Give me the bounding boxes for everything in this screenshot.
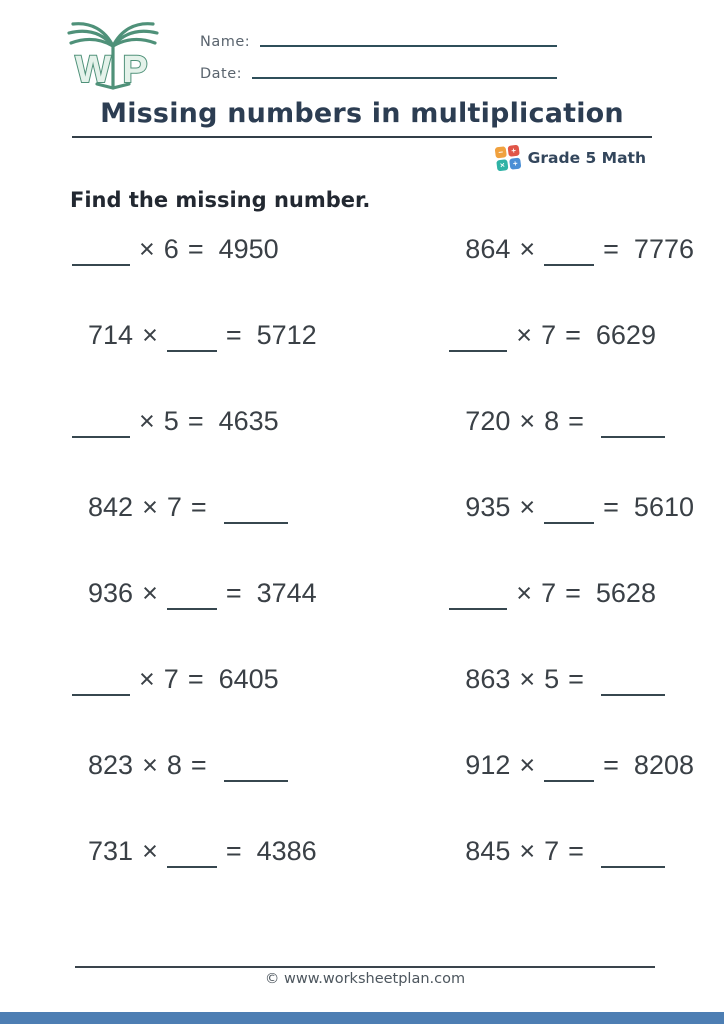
equals-sign: = bbox=[568, 664, 584, 694]
answer-blank[interactable] bbox=[544, 504, 594, 524]
grade-badge-label: Grade 5 Math bbox=[527, 149, 646, 167]
date-label: Date: bbox=[200, 66, 243, 82]
problem-row bbox=[72, 492, 365, 526]
answer-blank[interactable] bbox=[544, 762, 594, 782]
answer-blank[interactable] bbox=[449, 332, 507, 352]
name-label: Name: bbox=[200, 34, 251, 50]
operand: 7 bbox=[544, 836, 560, 866]
product: 6405 bbox=[218, 664, 279, 694]
equals-sign: = bbox=[225, 836, 242, 866]
times-sign: × bbox=[519, 664, 536, 694]
date-field-row bbox=[200, 58, 557, 82]
problem-row bbox=[449, 492, 694, 526]
problem-row bbox=[72, 750, 365, 784]
problem-row bbox=[72, 664, 365, 698]
logo-letter-w: W bbox=[75, 49, 111, 91]
product: 5628 bbox=[595, 578, 656, 608]
product: 7776 bbox=[633, 234, 694, 264]
product: 5610 bbox=[633, 492, 694, 522]
times-sign: × bbox=[519, 406, 536, 436]
equals-sign: = bbox=[565, 320, 581, 350]
date-input-line[interactable] bbox=[252, 77, 557, 79]
times-sign: × bbox=[139, 664, 155, 694]
plus-tile-icon: + bbox=[509, 158, 521, 170]
times-sign: × bbox=[142, 836, 158, 866]
answer-blank[interactable] bbox=[601, 848, 665, 868]
operand: 845 bbox=[465, 836, 511, 866]
operand: 935 bbox=[465, 492, 511, 522]
problem-row bbox=[72, 234, 365, 268]
product: 8208 bbox=[633, 750, 694, 780]
operand: 7 bbox=[163, 664, 179, 694]
problems-left-column bbox=[72, 234, 365, 922]
times-sign: × bbox=[142, 320, 158, 350]
equals-sign: = bbox=[190, 492, 207, 522]
worksheet-header bbox=[0, 0, 724, 96]
operand: 5 bbox=[544, 664, 560, 694]
times-tile-icon: × bbox=[496, 159, 508, 171]
problem-row bbox=[449, 750, 694, 784]
problems-right-column bbox=[365, 234, 694, 922]
problem-row bbox=[72, 320, 365, 354]
times-sign: × bbox=[516, 578, 533, 608]
problem-row bbox=[72, 406, 365, 440]
answer-blank[interactable] bbox=[167, 332, 217, 352]
problems-grid bbox=[0, 212, 724, 922]
problem-row bbox=[72, 578, 365, 612]
product: 3744 bbox=[256, 578, 317, 608]
grade-badge bbox=[0, 138, 724, 170]
operand: 8 bbox=[544, 406, 560, 436]
operand: 7 bbox=[166, 492, 182, 522]
product: 6629 bbox=[595, 320, 656, 350]
operand: 7 bbox=[541, 320, 557, 350]
equals-sign: = bbox=[603, 492, 619, 522]
answer-blank[interactable] bbox=[224, 504, 288, 524]
equals-sign: = bbox=[565, 578, 581, 608]
operand: 7 bbox=[541, 578, 557, 608]
minus-tile-icon: − bbox=[494, 146, 506, 158]
operand: 863 bbox=[465, 664, 511, 694]
answer-blank[interactable] bbox=[167, 848, 217, 868]
page-footer bbox=[75, 966, 655, 987]
answer-blank[interactable] bbox=[167, 590, 217, 610]
plus-tile-icon: + bbox=[507, 145, 519, 157]
times-sign: × bbox=[519, 492, 536, 522]
name-field-row bbox=[200, 26, 557, 50]
times-sign: × bbox=[516, 320, 533, 350]
equals-sign: = bbox=[568, 836, 584, 866]
times-sign: × bbox=[519, 234, 536, 264]
product: 4386 bbox=[256, 836, 317, 866]
times-sign: × bbox=[142, 492, 158, 522]
operand: 8 bbox=[166, 750, 182, 780]
answer-blank[interactable] bbox=[72, 418, 130, 438]
operand: 731 bbox=[88, 836, 134, 866]
answer-blank[interactable] bbox=[601, 418, 665, 438]
answer-blank[interactable] bbox=[224, 762, 288, 782]
copyright-text: © www.worksheetplan.com bbox=[264, 971, 466, 987]
times-sign: × bbox=[142, 578, 158, 608]
equals-sign: = bbox=[568, 406, 584, 436]
times-sign: × bbox=[139, 234, 155, 264]
equals-sign: = bbox=[225, 578, 242, 608]
product: 4950 bbox=[218, 234, 279, 264]
answer-blank[interactable] bbox=[544, 246, 594, 266]
operand: 720 bbox=[465, 406, 511, 436]
times-sign: × bbox=[519, 750, 536, 780]
equals-sign: = bbox=[190, 750, 207, 780]
bottom-accent-bar bbox=[0, 1012, 724, 1024]
operand: 714 bbox=[88, 320, 134, 350]
problem-row bbox=[449, 836, 694, 870]
operand: 6 bbox=[163, 234, 179, 264]
times-sign: × bbox=[139, 406, 155, 436]
product: 5712 bbox=[256, 320, 317, 350]
equals-sign: = bbox=[225, 320, 242, 350]
worksheetplan-logo bbox=[60, 12, 168, 103]
operand: 912 bbox=[465, 750, 511, 780]
open-book-logo-icon bbox=[60, 12, 168, 98]
problem-row bbox=[449, 406, 694, 440]
name-input-line[interactable] bbox=[260, 45, 557, 47]
answer-blank[interactable] bbox=[601, 676, 665, 696]
problem-row bbox=[449, 234, 694, 268]
operand: 5 bbox=[163, 406, 179, 436]
equals-sign: = bbox=[603, 750, 619, 780]
operand: 936 bbox=[88, 578, 134, 608]
logo-letter-p: P bbox=[122, 49, 148, 91]
math-blocks-icon bbox=[494, 145, 521, 172]
answer-blank[interactable] bbox=[72, 676, 130, 696]
answer-blank[interactable] bbox=[72, 246, 130, 266]
operand: 864 bbox=[465, 234, 511, 264]
problem-row bbox=[449, 578, 694, 612]
student-fields bbox=[200, 26, 557, 90]
instruction-text: Find the missing number. bbox=[70, 188, 371, 212]
problem-row bbox=[449, 320, 694, 354]
operand: 842 bbox=[88, 492, 134, 522]
page-title: Missing numbers in multiplication bbox=[100, 98, 624, 129]
equals-sign: = bbox=[187, 664, 204, 694]
times-sign: × bbox=[142, 750, 158, 780]
operand: 823 bbox=[88, 750, 134, 780]
answer-blank[interactable] bbox=[449, 590, 507, 610]
product: 4635 bbox=[218, 406, 279, 436]
equals-sign: = bbox=[187, 406, 204, 436]
equals-sign: = bbox=[603, 234, 619, 264]
problem-row bbox=[449, 664, 694, 698]
equals-sign: = bbox=[187, 234, 204, 264]
problem-row bbox=[72, 836, 365, 870]
times-sign: × bbox=[519, 836, 536, 866]
